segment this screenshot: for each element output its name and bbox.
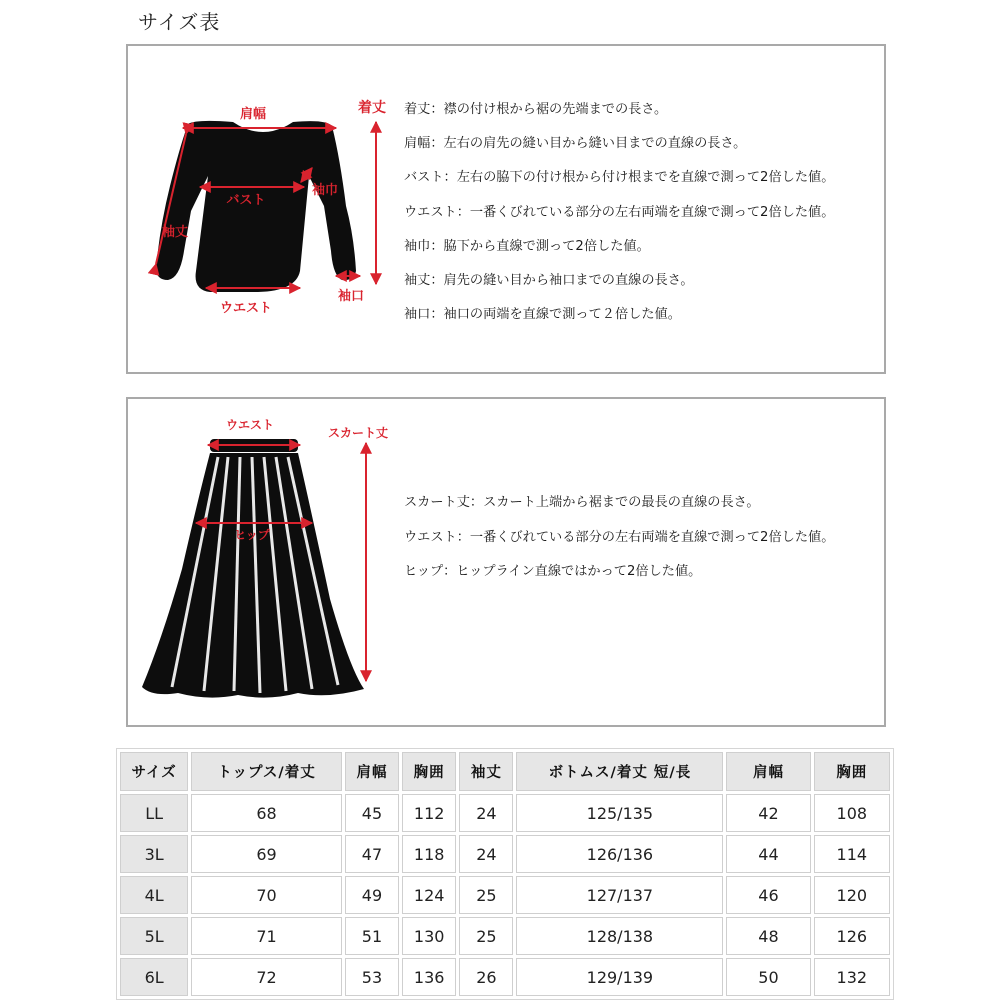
table-cell: 47 (345, 835, 399, 873)
table-cell: 48 (726, 917, 810, 955)
table-row (120, 794, 890, 832)
table-cell: 118 (402, 835, 456, 873)
header-shoulder: 肩幅 (345, 752, 399, 791)
table-cell: 136 (402, 958, 456, 996)
table-cell: 70 (191, 876, 342, 914)
table-row (120, 835, 890, 873)
table-cell: 44 (726, 835, 810, 873)
table-cell: 128/138 (516, 917, 723, 955)
table-cell: 26 (459, 958, 513, 996)
table-row (120, 876, 890, 914)
header-tops-length: トップス/着丈 (191, 752, 342, 791)
size-cell: 3L (120, 835, 188, 873)
skirt-waist-label: ウエスト (225, 418, 275, 432)
desc-skirt-length: スカート丈：スカート上端から裾までの最長の直線の長さ。 (404, 495, 760, 510)
desc-skirt-waist: ウエスト：一番くびれている部分の左右両端を直線で測って2倍した値。 (404, 529, 835, 545)
tops-descriptions (404, 98, 834, 337)
desc-sodehaba: 袖巾：脇下から直線で測って2倍した値。 (404, 238, 650, 254)
tops-measurement-panel (126, 44, 886, 374)
size-cell: 5L (120, 917, 188, 955)
header-chest-2: 胸囲 (814, 752, 890, 791)
desc-katahaba: 肩幅：左右の肩先の縫い目から縫い目までの直線の長さ。 (404, 136, 747, 152)
table-cell: 125/135 (516, 794, 723, 832)
desc-waist: ウエスト：一番くびれている部分の左右両端を直線で測って2倍した値。 (404, 204, 835, 220)
table-cell: 50 (726, 958, 810, 996)
skirt-descriptions (404, 491, 834, 595)
table-cell: 126 (814, 917, 890, 955)
table-cell: 68 (191, 794, 342, 832)
header-sleeve: 袖丈 (459, 752, 513, 791)
desc-bust: バスト：左右の脇下の付け根から付け根までを直線で測って2倍した値。 (404, 170, 835, 186)
size-table (116, 748, 894, 1000)
table-cell: 124 (402, 876, 456, 914)
length-label: 着丈 (358, 100, 386, 116)
size-cell: 6L (120, 958, 188, 996)
table-cell: 24 (459, 794, 513, 832)
table-cell: 45 (345, 794, 399, 832)
table-row (120, 917, 890, 955)
table-cell: 72 (191, 958, 342, 996)
bust-label: バスト (226, 193, 266, 208)
shoulder-width-label: 肩幅 (239, 107, 267, 122)
sweater-diagram (128, 46, 398, 372)
skirt-diagram (128, 399, 398, 725)
table-cell: 120 (814, 876, 890, 914)
table-cell: 129/139 (516, 958, 723, 996)
table-cell: 69 (191, 835, 342, 873)
waist-label: ウエスト (219, 301, 273, 316)
table-cell: 126/136 (516, 835, 723, 873)
size-cell: LL (120, 794, 188, 832)
table-cell: 42 (726, 794, 810, 832)
skirt-length-label: スカート丈 (328, 426, 389, 440)
desc-sodeguchi: 袖口：袖口の両端を直線で測って２倍した値。 (404, 307, 681, 323)
table-cell: 24 (459, 835, 513, 873)
table-cell: 25 (459, 917, 513, 955)
header-chest: 胸囲 (402, 752, 456, 791)
page-title: サイズ表 (138, 10, 221, 34)
sleeve-width-label: 袖巾 (312, 183, 339, 198)
table-cell: 46 (726, 876, 810, 914)
header-bottoms-length: ボトムス/着丈 短/長 (516, 752, 723, 791)
size-cell: 4L (120, 876, 188, 914)
table-cell: 108 (814, 794, 890, 832)
table-header-row (120, 752, 890, 791)
sleeve-length-label: 袖丈 (162, 225, 189, 240)
table-cell: 114 (814, 835, 890, 873)
table-cell: 49 (345, 876, 399, 914)
desc-hip: ヒップ：ヒップライン直線ではかって2倍した値。 (404, 564, 702, 580)
table-cell: 132 (814, 958, 890, 996)
table-cell: 25 (459, 876, 513, 914)
table-cell: 112 (402, 794, 456, 832)
header-size: サイズ (120, 752, 188, 791)
header-shoulder-2: 肩幅 (726, 752, 810, 791)
hip-label: ヒップ (234, 528, 270, 542)
table-cell: 53 (345, 958, 399, 996)
table-row (120, 958, 890, 996)
table-cell: 127/137 (516, 876, 723, 914)
cuff-label: 袖口 (338, 289, 365, 304)
skirt-measurement-panel (126, 397, 886, 727)
desc-kitake: 着丈：襟の付け根から裾の先端までの長さ。 (404, 102, 668, 117)
table-cell: 71 (191, 917, 342, 955)
desc-sodetake: 袖丈：肩先の縫い目から袖口までの直線の長さ。 (404, 272, 694, 288)
table-cell: 130 (402, 917, 456, 955)
table-cell: 51 (345, 917, 399, 955)
